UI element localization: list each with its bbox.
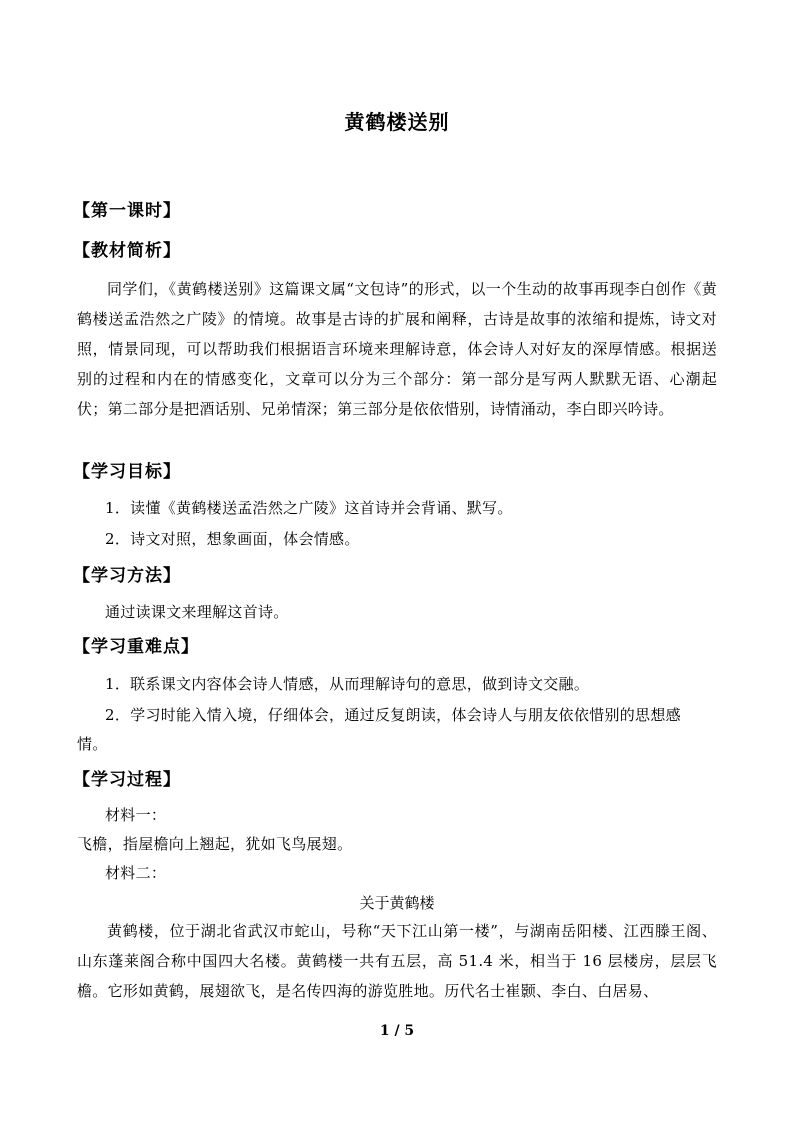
analysis-body: 同学们，《黄鹤楼送别》这篇课文属“文包诗”的形式，以一个生动的故事再现李白创作《黄鹤楼送孟浩然之广陵》的情境。故事是古诗的扩展和阐释，古诗是故事的浓缩和提炼，诗文对照，情景同现，可以帮助我们根据语言环境来理解诗意，体会诗人对好友的深厚情感。根据送别的过程和内在的情感变化，文章可以分为三个部分：第一部分是写两人默默无语、心潮起伏；第二部分是把酒话别、兄弟情深；第三部分是依依惜别，诗情涌动，李白即兴吟诗。	[77, 280, 717, 418]
lesson-heading: 【第一课时】	[73, 201, 181, 221]
material-1-text: 飞檐，指屋檐向上翘起，犹如飞鸟展翅。	[77, 835, 353, 853]
document-title: 黄鹤楼送别	[344, 110, 450, 134]
material-1-label: 材料一：	[105, 806, 167, 824]
analysis-heading: 【教材简析】	[73, 241, 181, 261]
process-heading: 【学习过程】	[73, 770, 181, 790]
material-2-label: 材料二：	[105, 864, 167, 882]
difficulty-item-1: 1．联系课文内容体会诗人情感，从而理解诗句的意思，做到诗文交融。	[105, 675, 590, 693]
difficulty-item-2-line-2: 情。	[77, 735, 108, 753]
page-number: 1 / 5	[379, 1023, 415, 1039]
goal-item-2: 2．诗文对照，想象画面，体会情感。	[105, 530, 360, 548]
difficulty-item-2-line-1: 2．学习时能入情入境，仔细体会，通过反复朗读，体会诗人与朋友依依惜别的思想感	[105, 706, 681, 724]
difficulty-heading: 【学习重难点】	[73, 637, 199, 657]
method-heading: 【学习方法】	[73, 566, 181, 586]
goal-item-1: 1．读懂《黄鹤楼送孟浩然之广陵》这首诗并会背诵、默写。	[105, 499, 513, 517]
method-body: 通过读课文来理解这首诗。	[105, 603, 289, 621]
goals-heading: 【学习目标】	[73, 462, 181, 482]
material-2-title: 关于黄鹤楼	[359, 894, 435, 912]
material-2-body: 黄鹤楼，位于湖北省武汉市蛇山，号称“天下江山第一楼”，与湖南岳阳楼、江西滕王阁、山东蓬莱阁合称中国四大名楼。黄鹤楼一共有五层，高 51.4 米，相当于 16 层楼房，层层飞檐。它形如黄鹤，展翅欲飞，是名传四海的游览胜地。历代名士崔颢、李白、白居易、	[77, 922, 717, 1000]
